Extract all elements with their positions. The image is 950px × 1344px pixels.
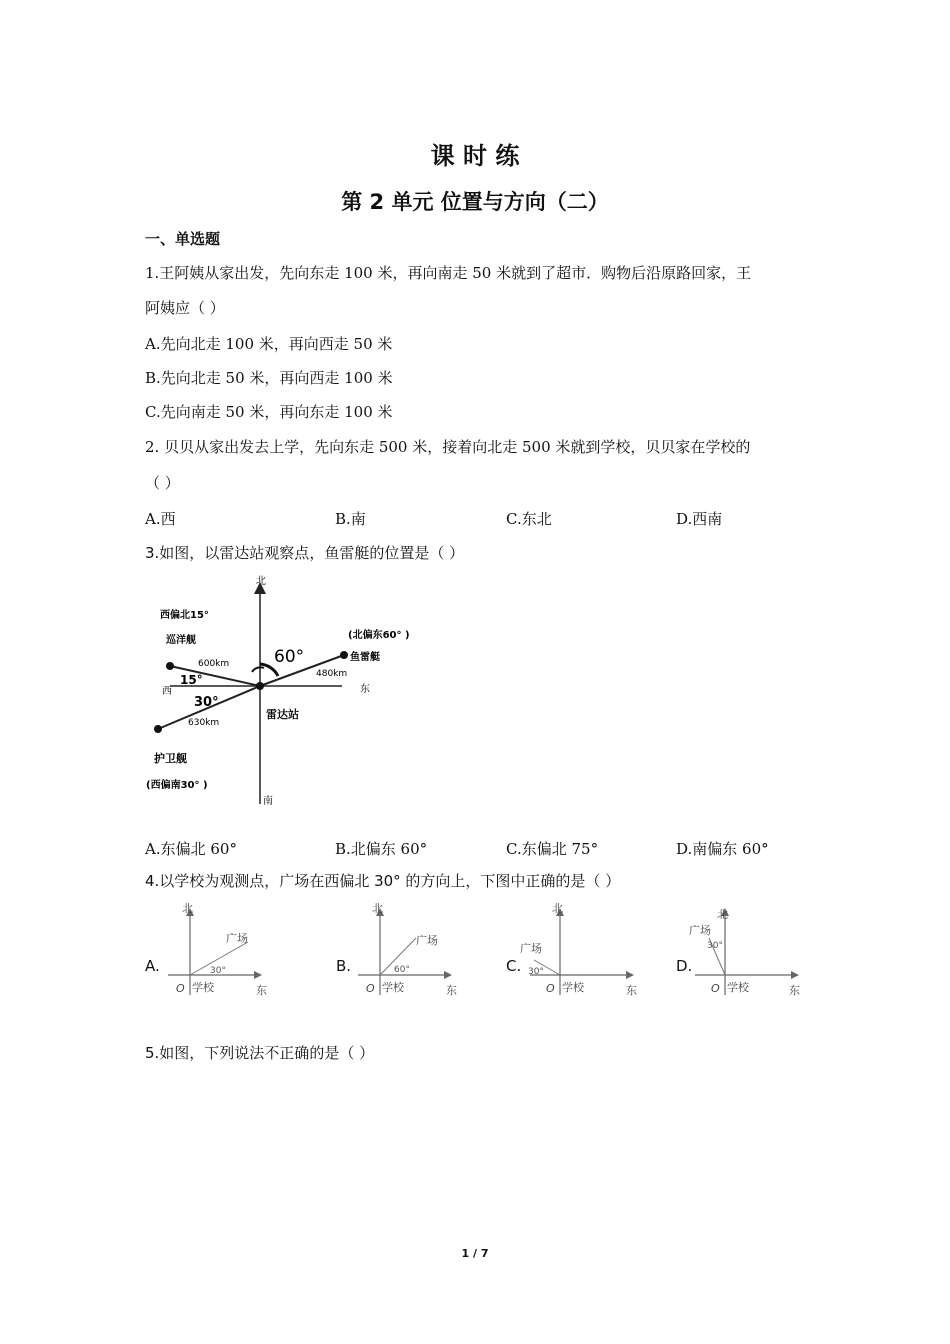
svg-text:广场: 广场	[226, 932, 248, 945]
svg-text:北: 北	[182, 902, 193, 915]
q3-option-a: A.东偏北 60°	[145, 840, 237, 858]
svg-text:O: O	[366, 982, 375, 995]
svg-text:学校: 学校	[562, 981, 584, 994]
q4-diagram-d	[685, 900, 815, 1000]
cruiser-point	[166, 662, 174, 670]
svg-text:东: 东	[446, 984, 457, 997]
page-title: 课 时 练	[430, 142, 520, 170]
frigate-label: 护卫舰	[154, 752, 187, 765]
svg-text:60°: 60°	[394, 965, 410, 975]
q2-option-d: D.西南	[676, 510, 723, 528]
frigate-point	[154, 725, 162, 733]
svg-text:北: 北	[717, 908, 728, 921]
cruiser-direction: 西偏北15°	[160, 610, 209, 621]
q4-diagram-b	[350, 900, 470, 1000]
q1-option-a: A.先向北走 100 米，再向西走 50 米	[145, 335, 393, 353]
svg-text:北: 北	[552, 902, 563, 915]
q4-option-b-letter: B.	[336, 957, 352, 975]
svg-text:北: 北	[372, 902, 383, 915]
svg-text:东: 东	[626, 984, 637, 997]
radar-diagram	[140, 572, 410, 808]
q2-text-line2: （ ）	[145, 474, 180, 492]
torpedo-label: 鱼雷艇	[350, 652, 380, 663]
svg-text:30°: 30°	[528, 967, 544, 977]
q3-option-b: B.北偏东 60°	[335, 840, 428, 858]
diagram-south-label: 南	[263, 796, 273, 807]
q4-text: 4.以学校为观测点，广场在西偏北 30° 的方向上，下图中正确的是（ ）	[145, 872, 621, 890]
svg-text:广场: 广场	[520, 942, 542, 955]
torpedo-angle: 60°	[274, 647, 305, 667]
torpedo-distance: 480km	[316, 669, 348, 679]
svg-text:O: O	[711, 982, 720, 995]
q3-option-c: C.东偏北 75°	[506, 840, 599, 858]
svg-text:学校: 学校	[727, 981, 749, 994]
diagram-west-label: 西	[162, 686, 172, 697]
diagram-north-label: 北	[256, 576, 266, 587]
cruiser-distance: 600km	[198, 659, 230, 669]
svg-text:学校: 学校	[192, 981, 214, 994]
q1-text-line1: 1.王阿姨从家出发，先向东走 100 米，再向南走 50 米就到了超市．购物后沿原路回家，王	[145, 264, 752, 282]
q2-option-c: C.东北	[506, 510, 552, 528]
q4-option-c-letter: C.	[506, 957, 522, 975]
q4-diagram-a	[160, 900, 280, 1000]
q5-text: 5.如图，下列说法不正确的是（ ）	[145, 1044, 375, 1062]
q1-option-b: B.先向北走 50 米，再向西走 100 米	[145, 369, 393, 387]
torpedo-boat-point	[340, 651, 348, 659]
page-number: 1 / 7	[461, 1247, 489, 1260]
q1-text-line2: 阿姨应（ ）	[145, 299, 225, 317]
torpedo-direction: (北偏东60° )	[348, 630, 410, 641]
section-heading: 一、单选题	[145, 230, 221, 248]
q3-option-d: D.南偏东 60°	[676, 840, 769, 858]
svg-text:东: 东	[256, 984, 267, 997]
svg-text:广场: 广场	[416, 934, 438, 947]
q4-option-d-letter: D.	[676, 957, 693, 975]
svg-text:30°: 30°	[210, 966, 226, 976]
cruiser-label: 巡洋舰	[166, 635, 196, 646]
q1-option-c: C.先向南走 50 米，再向东走 100 米	[145, 403, 393, 421]
q4-option-a-letter: A.	[145, 957, 160, 975]
svg-text:东: 东	[789, 984, 800, 997]
q2-option-b: B.南	[335, 510, 366, 528]
svg-text:O: O	[176, 982, 185, 995]
q2-text-line1: 2. 贝贝从家出发去上学，先向东走 500 米，接着向北走 500 米就到学校，贝贝家在学校的	[145, 438, 751, 456]
radar-label: 雷达站	[266, 708, 299, 721]
q4-diagram-c	[510, 900, 650, 1000]
q3-text: 3.如图，以雷达站观察点，鱼雷艇的位置是（ ）	[145, 544, 465, 562]
svg-text:30°: 30°	[707, 941, 723, 951]
q2-option-a: A.西	[145, 510, 176, 528]
frigate-distance: 630km	[188, 718, 220, 728]
svg-text:O: O	[546, 982, 555, 995]
svg-text:广场: 广场	[689, 924, 711, 937]
radar-point	[256, 682, 264, 690]
frigate-angle: 30°	[194, 695, 219, 710]
cruiser-angle: 15°	[180, 673, 203, 687]
diagram-east-label: 东	[360, 684, 370, 695]
frigate-direction: (西偏南30° )	[146, 780, 208, 791]
unit-subtitle: 第 2 单元 位置与方向（二）	[341, 190, 609, 214]
svg-text:学校: 学校	[382, 981, 404, 994]
